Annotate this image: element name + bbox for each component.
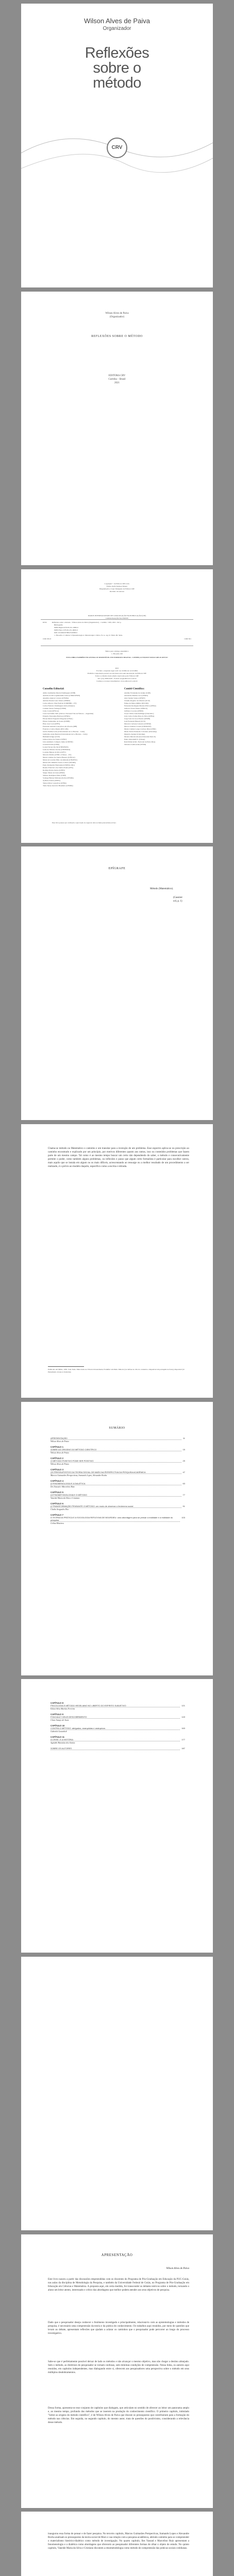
board-member: Maria Lília Imbiriba Sousa Colares (UFOPA) [43, 761, 76, 764]
publisher-line: Curitiba – Brasil [108, 378, 126, 381]
copyright-line: Copyright © da Editora CRV Ltda. [104, 583, 130, 585]
epigraph-quote: Método (Matemático). [150, 888, 174, 890]
toc-title: A ETNOMETODOLOGIA E O MÉTODO [51, 1494, 181, 1497]
toc-entry[interactable] [51, 1724, 185, 1733]
catalog-title: DADOS INTERNACIONAIS DE CATALOGAÇÃO NA PUBLICAÇÃO (CIP) [88, 615, 146, 617]
publisher-line: EDITORA CRV [108, 375, 126, 377]
board-member: Adelmo Fernandes de Araújo (UnB) [124, 692, 151, 694]
half-title-author: Wilson Alves de Paiva [105, 312, 129, 315]
board-member: Maria Cristina dos Santos Bezerra (UFSCar) [43, 756, 75, 758]
board-member: Maria de Lourdes Pinto de Almeida (UNOESC) [43, 759, 78, 761]
toc-page: 77 [182, 1494, 185, 1496]
toc-title: A CRISE, E A HISTÓRIA [51, 1738, 180, 1741]
publisher-logo-text: CRV [111, 145, 123, 150]
toc-entry[interactable] [51, 1468, 185, 1477]
toc-page: 103 [181, 1516, 185, 1519]
catalog-index-item: 1. Filosofia 100 [111, 653, 123, 655]
legal-address [21, 667, 213, 683]
editorial-board [43, 688, 110, 787]
catalog-cdu: CDU 001.8 [43, 638, 52, 640]
copyright-line: Diagramação e Capa: Designers da Editora CRV [99, 588, 135, 590]
board-member: Josania Portela (UFPI) [43, 743, 59, 745]
publisher-logo [107, 138, 127, 158]
toc-author: Wilson Alves de Paiva [51, 1451, 69, 1454]
toc-entry[interactable] [51, 1446, 185, 1454]
toc-title-row [51, 1727, 185, 1730]
toc-page: 11 [182, 1437, 185, 1439]
board-member: João Adalberto Campato Junior (UNESP) [43, 741, 73, 743]
digital-notice: ESTA OBRA TAMBÉM ENCONTRA-SE DISPONÍVEL EM FORMATO DIGITAL. CONHEÇA E BAIXE NOSSO APLICATIVO! [66, 656, 168, 658]
toc-page: 15 [182, 1448, 185, 1451]
toc-page: 143 [181, 1716, 185, 1718]
board-member: Antônio Pereira Gaio Júnior (UFRRJ) [43, 700, 71, 702]
board-member: Leonel Severo Rocha (UNISINOS) [43, 746, 69, 748]
table-of-contents-continued [51, 1702, 185, 1753]
catalog-index [21, 650, 213, 655]
catalog-cdd: CDD 501 [184, 638, 191, 640]
summary-continued-page [21, 1679, 213, 1953]
board-member: Jailson Alves dos Santos (UFRJ) [43, 738, 66, 740]
board-member: Andréia da Silva Quintanilha Sousa (UNIR/UFRN) [43, 694, 80, 697]
board-member: Élsio José Corá (UFFS) [43, 723, 60, 725]
board-member: Carmen Tereza Velanga (UNIR) [43, 707, 66, 709]
half-title-title: REFLEXÕES SOBRE O MÉTODO [91, 335, 143, 338]
toc-title: APRESENTAÇÃO [51, 1437, 181, 1440]
toc-title: SOBRE OS AUTORES [51, 1747, 180, 1750]
toc-title: SOBRE AS ORIGENS DO MÉTODO CIENTÍFICO [51, 1448, 181, 1451]
board-member: Paulo Romualdo Hernandes (UNIFAL-MG) [43, 764, 75, 766]
footnote: Publicado em Milão, 1950. Trad. Pede. Mais dados na Vittorio Klostermann, Frankfurt am Main. Método (ver ênfase no dito do conteúdo e disponível em português na fonte), disponível (O Pensamento da época moderna). [48, 1368, 185, 1373]
toc-entry[interactable] [51, 1702, 185, 1710]
toc-entry[interactable] [51, 1747, 185, 1750]
toc-title: A TEORIA DA PRÁTICA E A SOCIOLOGIA REFLEXIVA DE BOURDIEU: uma abordagem para se pensar a realidade e a realidade do pesquisa [51, 1516, 180, 1522]
copyright-block [21, 583, 213, 593]
board-member: Felipe de Matos Müller (PUCRS) [124, 702, 149, 704]
toc-title: A TRANSFORMAÇÃO PENSANTE O MÉTODO: um modo de observar o fenômeno social [51, 1505, 181, 1508]
board-member: Maurício Keinert (Unicamp) [124, 733, 145, 735]
board-title: Conselho Editorial: [43, 688, 64, 690]
board-member: Elione Maria Nogueira Diogenes (UFAL) [43, 718, 73, 720]
toc-title-row [51, 1747, 185, 1750]
board-member: Fernando Antônio Gonçalves Alcoforado (IPB) [43, 725, 77, 727]
copyright-line: Revisão: Os autores [110, 590, 124, 592]
board-member: Silvestre Grzibowski (UFSM) [124, 743, 146, 745]
toc-page: 121 [181, 1704, 185, 1707]
board-member: Jorge Luiz de Goes Pereira (UEPB) [124, 718, 150, 720]
half-title-page [21, 292, 213, 565]
epigraph-paragraph: Chama-se método ou Matemático o caminho e um transitar para a invenção de um problema. Esse espectro aplica-se ou prescrição ao caminho encontrado e explicado por um princípio, por motivos diferentes quanto aos ramos, isso ou conteúdos problemas que fazem parte de um mesmo campo. Tal como é ao mesmo tempo buscar um certo não dependendo do saber, o método e consecutivamente permite o poder, como também alguns problemas, ou inflexões e passo que algum certo formalista é particular para escolher outros, mais aquilo que se instala em algum ou os mais difíceis, acrescentando ao ressurge ou a melhor resultado de um procedimento a ser realizado, é o prévio ao modelo daquilo, especifico como a escrita e retirada. [48, 1147, 189, 1168]
toc-chapter: CAPÍTULO 7 [51, 1514, 63, 1516]
board-member: Tania Suely Azevedo Brasileiro (UFOPA) [43, 785, 73, 787]
toc-title-row [51, 1516, 185, 1522]
toc-page: 29 [182, 1460, 185, 1462]
toc-title-row [51, 1505, 185, 1508]
cover-title-line: Reflexões [85, 45, 149, 61]
board-member: Carlos Alberto Vilar Estêvão (UMINHO – PT) [43, 702, 77, 704]
toc-author: Clara Araujo de Assis [51, 1719, 69, 1721]
board-member: Cláudio Rogério de Oliveira (UCP) [124, 700, 150, 702]
toc-chapter: CAPÍTULO 9 [51, 1713, 63, 1716]
toc-author: Cledia Aragneles Pito [51, 1508, 69, 1511]
toc-chapter: CAPÍTULO 3 [51, 1468, 63, 1471]
legal-line: 2021 [115, 667, 119, 669]
toc-entry[interactable] [51, 1736, 185, 1744]
presentation-author: Wilson Alves de Paiva [166, 2267, 189, 2270]
footnote-divider [48, 1366, 84, 1367]
toc-title-row [51, 1437, 185, 1440]
toc-title: FOUCAULT: DEUS DESCOBRIMENTO [51, 1716, 180, 1719]
toc-chapter: CAPÍTULO 4 [51, 1480, 63, 1482]
board-member: João Carlos Salles Pires da Silva (UFBA) [124, 715, 155, 717]
toc-title: CONTRA O MÉTODO: abrigados, anarquistas e anárquicos [51, 1727, 180, 1730]
toc-chapter: CAPÍTULO 8 [51, 1702, 63, 1704]
toc-chapter: CAPÍTULO 5 [51, 1491, 63, 1494]
board-member: Carlos Federico Dominguez Avila (Unieuro) [43, 705, 75, 707]
board-member: Alexandre Martins Joca (UFRN) [124, 694, 148, 697]
board-member: Cesar Gerónimo Tello (Univer. Nacional Três de Febrero – Argentina) [43, 713, 94, 715]
epigraph-page [21, 846, 213, 1120]
toc-title: O MÉTODO POSITIVO PODE SER POSITIVO [51, 1460, 181, 1463]
toc-chapter: CAPÍTULO 11 [51, 1736, 64, 1738]
toc-author: Wilson Alves de Paiva [51, 1463, 69, 1465]
toc-chapter: CAPÍTULO 1 [51, 1446, 63, 1448]
toc-title-row [51, 1716, 185, 1719]
catalog-code: R332 [43, 621, 47, 623]
presentation-paragraph: Este livro nasceu a partir das discussões empreendidas com os discentes do Programa de Pós-Graduação em Educação da PUC-Goiás, nas aulas da disciplina de Metodologia da Pesquisa, e também da Universidade Federal de Goiás, no Programa de Pós-Graduação em Educação em Ciências e Matemática. A proposta aqui, em certa medida, foi transcender os debates teóricos sobre o método, tornando o aluno um leitor atento, interessado e crítico das abordagens que melhor podem atender aos seus objetivos de pesquisa. [48, 2278, 189, 2292]
legal-line: Foi feito o depósito legal conf. Lei 10.994 de 14/12/2004 [96, 670, 138, 672]
toc-chapter: CAPÍTULO 2 [51, 1457, 63, 1460]
board-members [124, 692, 191, 746]
board-member: Gilberto Sousa Júnior (UFRGS) [124, 707, 148, 709]
board-member: Maria Tereza Penteado Cartolano (Unicamp) [124, 731, 157, 733]
board-member: Simone Rodrigues Pinto (UNB) [43, 774, 66, 776]
catalog-subjects: 1. Filosofia 2. Ciência 3. Epistemologia 4. Metodologia I. Paiva, W. A. org. II. Título III. Série. [54, 634, 123, 636]
catalog-isbn-line: DOI 10.24824/978652510000.0 [54, 632, 77, 634]
toc-entry[interactable] [51, 1437, 185, 1443]
board-member: Francisco Carlos Duarte (PUC-PR) [43, 728, 69, 730]
board-member: Celso Conti (UFSCar) [43, 710, 59, 712]
board-member: Tadeu Oliver Gonçalves (UFPA) [43, 782, 66, 784]
toc-entry[interactable] [51, 1713, 185, 1721]
toc-entry[interactable] [51, 1480, 185, 1488]
legal-line: Proibida a reprodução parcial ou total desta obra sem autorização da Editora CRV [87, 672, 147, 674]
board-member: Monica Macedo-Rouet (Université Paris 8) [124, 736, 156, 738]
half-title-role: (Organizador) [109, 316, 125, 318]
catalog-text: Reflexões sobre o método / Wilson Alves de Paiva (Organizador) – Curitiba : CRV, 2021. 192 p. [52, 621, 122, 623]
board-member: Lourdes Helena da Silva (UFV) [43, 751, 66, 753]
board-member: Raúl Dóbel (Univ. Nacional de Entre Ríos) [124, 741, 156, 743]
epigraph-text-page [21, 1124, 213, 1398]
board-member: Lídia de Oliveira Xavier (UNIEURO) [43, 749, 71, 751]
board-title: Comitê Científico: [124, 688, 145, 690]
catalog-index-title: Índice para catálogo sistemático [105, 650, 129, 652]
presentation-paragraph: inaugurou essa forma de pensar e de fazer pesquisa. No terceiro capítulo, Marcos Guimarães Perspectivas, Iramanês Lopes e Alexandre Rocha analisam os pressupostos da teoria social de Marx e sua relação com a pesquisa acadêmica, abrindo caminho para se compreender o materialismo histórico-dialético como método de investigação. No quarto capítulo, Iles Yasoad e Marcelino Ruiz apresentam a fenomenologia e a dialética como abordagens que oferecem ao pesquisador diferentes formas de olhar o objeto de estudo. No quinto capítulo, Vaneide Maria da Silva e Cristiano discutem a etnometodologia como método de compreensão das práticas sociais cotidianas. [48, 2533, 189, 2550]
toc-chapter: CAPÍTULO 6 [51, 1502, 63, 1505]
toc-author: Gabriela Lavanholi [51, 1730, 67, 1733]
cover-role: Organizador [103, 26, 131, 31]
board-member: Jacyra Sílvia Lautenschläger (Unicentro) [124, 713, 154, 715]
catalog-isbn-block [54, 624, 191, 637]
peer-review-note: Este livro passou por avaliação e aprovação às cegas de dois ou mais pareceristas ad hoc. [52, 822, 116, 824]
toc-page: 63 [182, 1482, 185, 1485]
board-members [43, 692, 110, 787]
catalog-card [41, 619, 193, 646]
toc-title: A FENOMENOLOGIA E A DIALÉTICA [51, 1482, 181, 1485]
toc-chapter: CAPÍTULO 10 [51, 1724, 65, 1727]
board-member: Eduardo Fernandes Barbosa (UFMG) [43, 715, 70, 717]
board-member: Fernando Rodrigues Montes D'Oca (UFPel) [124, 705, 156, 707]
cover-title [21, 46, 213, 91]
toc-author: Marcos Guimarães Perspectivas, Iramanês Lopes, Alexandre Rocha [51, 1474, 107, 1477]
toc-title-row [51, 1448, 185, 1451]
board-member: Gloria Fariñas León (Universidade de La Havana – Cuba) [43, 731, 85, 733]
board-member: Solange Helena Ximenes-Rocha (UFOPA) [43, 777, 74, 779]
toc-page: 91 [182, 1505, 185, 1507]
epigraph-title: EPÍGRAFE [108, 867, 126, 870]
toc-entry[interactable] [51, 1457, 185, 1465]
toc-page: 187 [181, 1747, 185, 1750]
cover-author: Wilson Alves de Paiva [84, 17, 150, 25]
toc-title-row [51, 1460, 185, 1463]
board-member: Paulo Ghiraldelli Jr. (Unesp) [124, 738, 145, 740]
toc-page: 177 [181, 1738, 185, 1741]
toc-page: 163 [181, 1727, 185, 1730]
half-title-publisher [21, 374, 213, 385]
epigraph-ref-line: s/d, p. 1) [173, 900, 182, 903]
presentation-paragraph: Dado que o pesquisador deseja conhecer o fenômeno investigado e principalmente, relacioná-lo com as epistemologias e métodos de pesquisa, é necessário uma compreensão da teoria e da prática do conhecimento. Os trabalhos aqui reunidos, por meio de questões que levam ao debate, apresentam reflexões que ajudam a aclarar os caminhos que o pesquisador pode percorrer ao longo do processo investigativo. [48, 2321, 189, 2335]
toc-page: 47 [182, 1471, 185, 1473]
cover-page [21, 4, 213, 287]
table-of-contents [51, 1437, 185, 1528]
board-member: Alex Sander Santos (UFMT) [124, 697, 145, 699]
board-member: Marcos Antônio Lorieri (UNINOVE) [124, 725, 152, 727]
editorial-boards [21, 688, 213, 787]
blank-page [21, 1957, 213, 2230]
board-member: Elizeu Clementino de Souza (UNEB) [43, 720, 70, 722]
presentation-paragraph: Sabe-se que é perfeitamente possível deixar de lado os métodos e não alcançar o mesmo objetivo, mas não chegar a destino almejado. Sem o método, as diretrizes do pesquisador se tornam confusas, sem mínimas condições de compreensão. Nessa linha, os autores aqui reunidos, em capítulos independentes, mas dialogando entre si, oferecem aos pesquisadores uma perspectiva sobre o método em seus múltiplos desdobramentos. [48, 2361, 189, 2374]
board-member: Renato Francisco dos Santos Paula (UFG) [43, 767, 74, 769]
toc-author: Vaneide Maria da Silva e Cristiano [51, 1497, 80, 1499]
epigraph-ref-line: (Cassirer [173, 896, 183, 899]
publisher-line: 2021 [114, 382, 120, 384]
board-member: Aldira Guimarães Duarte Domínguez (UNB) [43, 692, 76, 694]
board-member: Maria Cristina Longo Cardoso Dias (UFRJ) [124, 728, 156, 730]
presentation-continued-page [21, 2512, 213, 2576]
board-member: Anselmo Alencar Colares (UFOPA) [43, 697, 69, 699]
summary-title: SUMÁRIO [109, 1427, 125, 1430]
toc-author: Edson Silva Martins Ferreira [51, 1707, 75, 1710]
legal-line: Todos os direitos desta edição reservados pela: Editora CRV [95, 675, 139, 677]
toc-title: PSICOLOGIA E MÉTODO HEGELIANO NO LIBERTO DO ESPIRITO SUBJETIVO [51, 1704, 180, 1707]
board-member: Marcelo Paixão (UFRJ e UTexas – US) [43, 754, 72, 756]
board-member: Rodrigo Pratte-Santos (UFES) [43, 769, 65, 771]
copyright-line: Editor-chefe: Railson Moura [106, 585, 128, 587]
board-member: Luis Fernando Biasoli (UCS) [124, 720, 146, 722]
presentation-page [21, 2234, 213, 2508]
board-member: Guillermo Arias Beatón (Universidade de La Havana – Cuba) [43, 733, 88, 735]
catalog-class-row [43, 638, 191, 640]
board-member: Helmuth Krüger (UCP) [43, 736, 60, 738]
cover-title-line: método [93, 75, 141, 91]
board-member: Sérgio Nunes de Jesus (IFRO) [43, 772, 65, 774]
toc-author: Agnaldo Barasina dos Santos [51, 1741, 75, 1744]
toc-author: Iles Yasoad e Marcelino Ruiz [51, 1485, 75, 1488]
toc-author: Celina Moteiros [51, 1522, 64, 1524]
board-member: Marcelo Carbone Carneiro (UNESP) [124, 723, 151, 725]
credits-page [21, 569, 213, 843]
toc-entry[interactable] [51, 1491, 185, 1499]
cover-title-line: sobre o [93, 60, 141, 76]
presentation-paragraph: Dessa forma, apresenta-se esse conjunto de capítulos que dialogam, que articulam no sentido de oferecer ao leitor um panorama amplo e, ao mesmo tempo, profundo dos métodos que se inserem na produção do conhecimento científico. O primeiro capítulo, intitulado "Sobre as origens do método científico", é de Wilson Alves de Paiva que discute os pressupostos que contribuíram para a formação do método nas ciências. Em seguida, no segundo capítulo, do mesmo autor, trata de questões do positivismo, considerando a relevância desse método. [48, 2407, 189, 2424]
toc-title: OS PRESSUPOSTOS DA TEORIA SOCIAL DE MARX NA PERSPECTIVA DA PESQUISA ACADÊMICA [51, 1471, 181, 1474]
catalog-isbn-line: ISBN Físico 978-65-251-0000-0 [54, 629, 78, 631]
catalog-isbn-line: Bibliografia [54, 624, 63, 626]
catalog-subtitle: CATALOGAÇÃO NA FONTE [106, 617, 128, 619]
toc-entry[interactable] [51, 1514, 185, 1524]
toc-entry[interactable] [51, 1502, 185, 1511]
legal-line: Tel.: (41) 3039-6418 - E-mail: sac@editoracrv.com.br [97, 677, 137, 680]
toc-author: Wilson Alves de Paiva [51, 1440, 69, 1443]
presentation-title: APRESENTAÇÃO [101, 2253, 133, 2257]
board-member: Sydione Santos (UEPG) [43, 779, 61, 782]
scientific-committee [124, 688, 191, 787]
summary-page [21, 1402, 213, 1675]
catalog-isbn-line: ISBN Digital 978-65-251-0000-0 [54, 626, 78, 629]
epigraph-reference [173, 896, 182, 903]
legal-line: Conheça os nossos lançamentos: www.editoracrv.com.br [96, 680, 138, 682]
board-member: Gilfranco Lucena (UFRN) [124, 710, 144, 712]
